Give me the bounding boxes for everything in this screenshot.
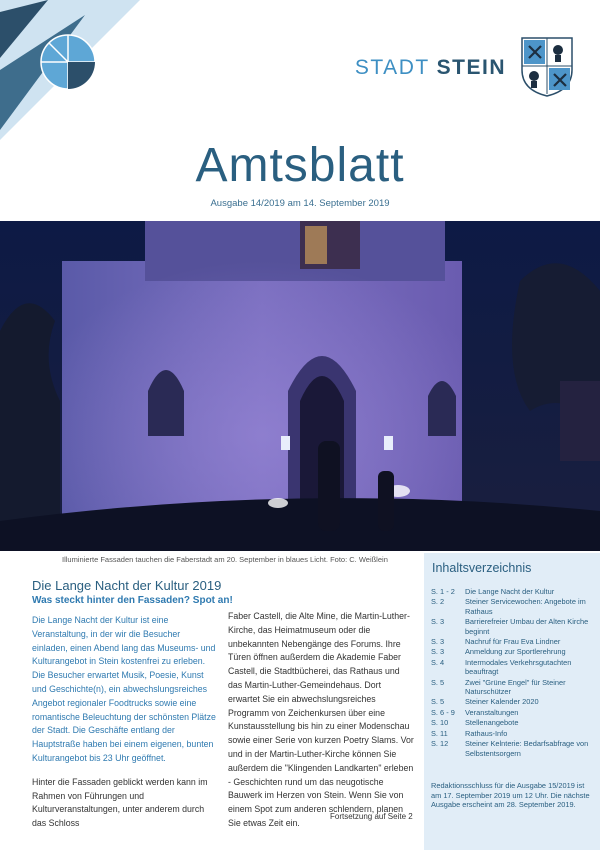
brand-prefix: STADT — [354, 56, 430, 79]
toc-page: S. 4 — [431, 657, 445, 667]
article-headline: Die Lange Nacht der Kultur 2019 — [32, 578, 222, 593]
table-of-contents — [424, 553, 600, 850]
toc-text: Veranstaltungen — [465, 707, 519, 717]
article-paragraph: Hinter die Fassaden geblickt werden kann im Rahmen von Führungen und Kulturveranstaltungen, unter anderem durch das Schloss — [32, 776, 208, 829]
toc-item[interactable] — [431, 739, 595, 758]
page-title: Amtsblatt — [195, 139, 405, 192]
coat-of-arms-icon — [520, 36, 574, 98]
corner-graphic — [0, 0, 140, 140]
toc-text: Barrierefreier Umbau der Alten Kirche beginnt — [465, 617, 589, 636]
toc-page: S. 1 - 2 — [431, 587, 455, 596]
cover-photo — [0, 221, 600, 551]
article-column-2 — [228, 610, 414, 831]
toc-text: Intermodales Verkehrsgutachten beauftragt — [465, 657, 572, 677]
toc-list — [431, 587, 595, 759]
brand-name: STEIN — [436, 56, 506, 79]
brand-wordmark — [355, 56, 506, 80]
toc-page: S. 3 — [431, 617, 445, 627]
toc-text: Steiner Servicewochen: Angebote im Rathaus — [465, 597, 586, 616]
toc-page: S. 6 - 9 — [431, 707, 455, 717]
toc-text: Stellenangebote — [465, 718, 519, 728]
toc-item[interactable] — [431, 597, 595, 616]
toc-text: Zwei "Grüne Engel" für Steiner Naturschützer — [465, 677, 566, 697]
issue-line: Ausgabe 14/2019 am 14. September 2019 — [210, 198, 390, 209]
article-column-1 — [32, 614, 217, 841]
toc-page: S. 11 — [431, 728, 448, 738]
article-subhead: Was steckt hinter den Fassaden? Spot an! — [32, 595, 233, 606]
toc-title: Inhaltsverzeichnis — [432, 561, 532, 575]
deadline-note: Redaktionsschluss für die Ausgabe 15/2019 ist am 17. September 2019 um 12 Uhr. Die nächste Ausgabe erscheint am 28. September 2019. — [431, 781, 590, 810]
article-paragraph: Die Lange Nacht der Kultur ist eine Veranstaltung, in der wir die Besucher einladen, einen Abend lang das Museums- und Kulturangebot in Stein kostenfrei zu erleben. Die Besucher erwartet Musik, Poesie, Kunst und Geschichte(n), ein abwechslungsreiches Angebot regionaler Foodtrucks sowie eine romantische Beleuchtung der schönsten Plätze der Stadt. Die Geschäfte entlang der Hauptstraße haben bei einem eigenen, bunten Kulturangebot bis 23 Uhr geöffnet. — [32, 615, 216, 763]
toc-text: Nachruf für Frau Eva Lindner — [465, 637, 561, 647]
toc-item[interactable] — [431, 617, 595, 636]
toc-page: S. 12 — [431, 739, 449, 749]
photo-caption: Illuminierte Fassaden tauchen die Faberstadt am 20. September in blaues Licht. Foto: C. Weißlein — [62, 555, 388, 564]
toc-page: S. 2 — [431, 597, 445, 607]
toc-page: S. 3 — [431, 647, 445, 657]
toc-text: Anmeldung zur Sportlerehrung — [465, 647, 566, 657]
toc-text: Die Lange Nacht der Kultur — [465, 587, 555, 596]
toc-text: Steiner Kalender 2020 — [465, 697, 539, 707]
toc-item[interactable] — [431, 697, 595, 706]
toc-item[interactable] — [431, 729, 595, 738]
toc-text: Steiner Kelnterie: Bedarfsabfrage von Selbstentsorgern — [465, 739, 589, 758]
continued-link[interactable]: Fortsetzung auf Seite 2 — [330, 812, 413, 821]
toc-item[interactable] — [431, 637, 595, 646]
toc-page: S. 3 — [431, 637, 445, 647]
toc-page: S. 5 — [431, 677, 445, 687]
article-paragraph: Faber Castell, die Alte Mine, die Martin-Luther-Kirche, das Heimatmuseum oder die unbekannten Nebengänge des Forums. Ihre Türen öffnen außerdem die Akademie Faber Castell, die Stadtbücherei, das Rathaus und das Martin-Luther-Gemeindehaus. Dort erwartet Sie ein abwechslungsreiches Programm von Zeichenkursen über eine Kunstausstellung bis hin zu einer Modenschau sowie einer Serie von kurzen Poetry Slams. Vor und in der Martin-Luther-Kirche können Sie außerdem die "Klingenden Landkarten" erleben - Geschichten rund um das neugotische Bauwerk im Herzen von Stein. Wenn Sie von einem Spot zum anderen schlendern, planen Sie etwas Zeit ein. — [228, 611, 414, 828]
toc-item[interactable] — [431, 718, 595, 727]
toc-page: S. 5 — [431, 697, 445, 707]
toc-item[interactable] — [431, 647, 595, 656]
toc-text: Rathaus-Info — [465, 728, 508, 738]
toc-item[interactable] — [431, 658, 595, 677]
toc-item[interactable] — [431, 708, 595, 717]
toc-item[interactable] — [431, 587, 595, 596]
toc-item[interactable] — [431, 678, 595, 697]
toc-page: S. 10 — [431, 718, 449, 728]
